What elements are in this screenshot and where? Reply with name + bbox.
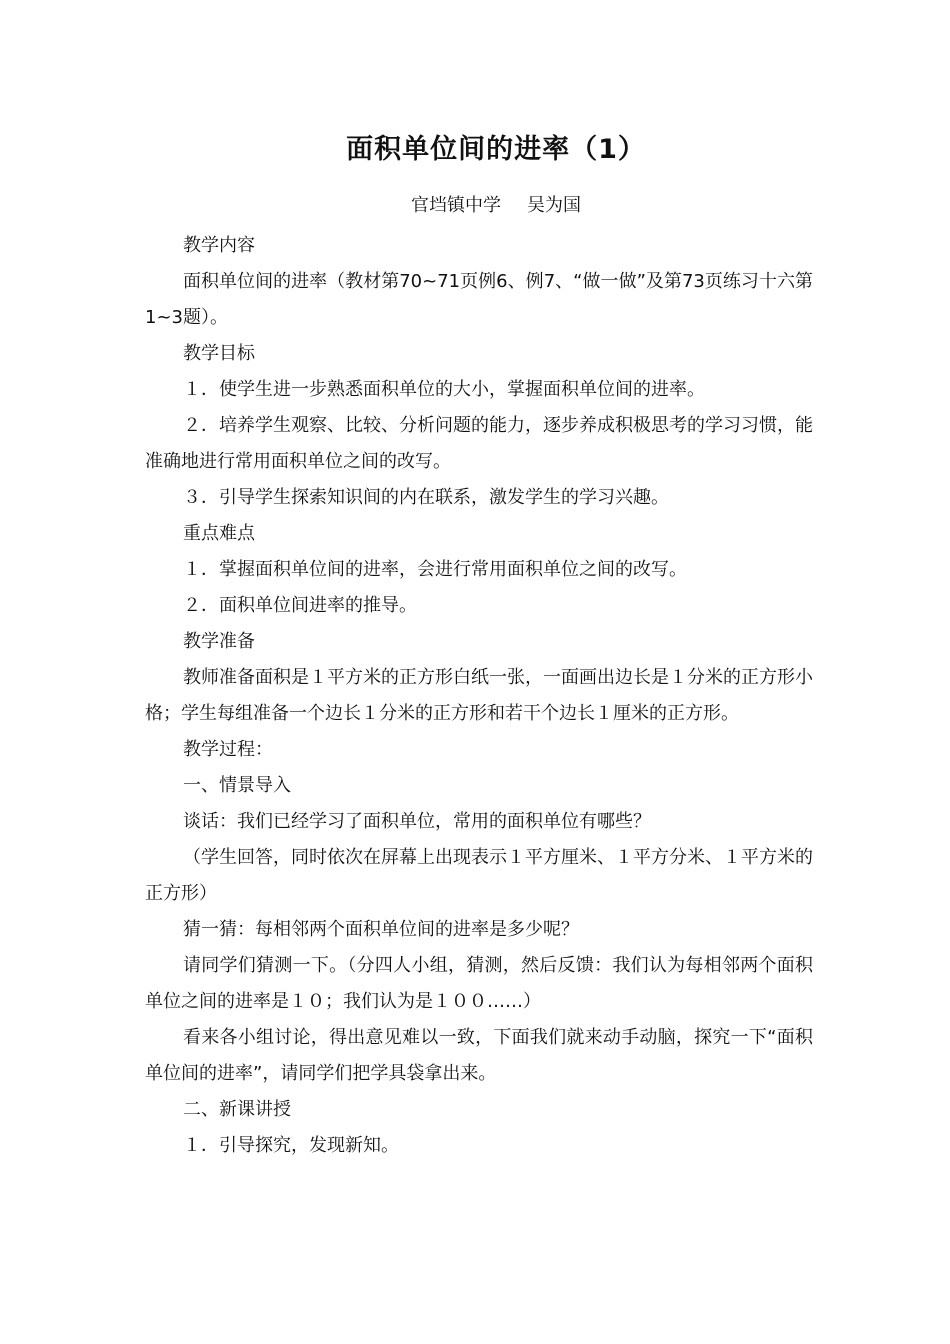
paragraph: 看来各小组讨论，得出意见难以一致，下面我们就来动手动脑，探究一下“面积单位间的进率”，请同学们把学具袋拿出来。 <box>145 1027 813 1084</box>
paragraph: 面积单位间的进率（教材第70~71页例6、例7、“做一做”及第73页练习十六第1~3题）。 <box>145 271 813 328</box>
paragraph: ２．培养学生观察、比较、分析问题的能力，逐步养成积极思考的学习习惯，能准确地进行常用面积单位之间的改写。 <box>145 415 813 472</box>
paragraph: 二、新课讲授 <box>183 1099 291 1120</box>
paragraph: 重点难点 <box>183 523 255 544</box>
paragraph: 教学准备 <box>183 631 255 652</box>
paragraph: １．引导探究，发现新知。 <box>183 1135 399 1156</box>
paragraph: 教学目标 <box>183 343 255 364</box>
paragraph: １．掌握面积单位间的进率，会进行常用面积单位之间的改写。 <box>183 559 687 580</box>
paragraph: 谈话：我们已经学习了面积单位，常用的面积单位有哪些？ <box>183 811 651 832</box>
author-name: 吴为国 <box>527 195 581 216</box>
paragraph: 请同学们猜测一下。（分四人小组，猜测，然后反馈：我们认为每相邻两个面积单位之间的进率是１０；我们认为是１００……） <box>145 955 813 1012</box>
document-body <box>145 228 813 1164</box>
byline <box>0 193 950 219</box>
paragraph: １．使学生进一步熟悉面积单位的大小，掌握面积单位间的进率。 <box>183 379 705 400</box>
paragraph: 一、情景导入 <box>183 775 291 796</box>
paragraph: ２．面积单位间进率的推导。 <box>183 595 417 616</box>
paragraph: （学生回答，同时依次在屏幕上出现表示１平方厘米、１平方分米、１平方米的正方形） <box>145 847 813 904</box>
paragraph: 教学内容 <box>183 235 255 256</box>
paragraph: 猜一猜：每相邻两个面积单位间的进率是多少呢？ <box>183 919 579 940</box>
school-name: 官垱镇中学 <box>411 195 501 216</box>
document-title: 面积单位间的进率（1） <box>346 134 646 165</box>
paragraph: ３．引导学生探索知识间的内在联系，激发学生的学习兴趣。 <box>183 487 669 508</box>
paragraph: 教师准备面积是１平方米的正方形白纸一张，一面画出边长是１分米的正方形小格；学生每组准备一个边长１分米的正方形和若干个边长１厘米的正方形。 <box>145 667 813 724</box>
paragraph: 教学过程： <box>183 739 273 760</box>
